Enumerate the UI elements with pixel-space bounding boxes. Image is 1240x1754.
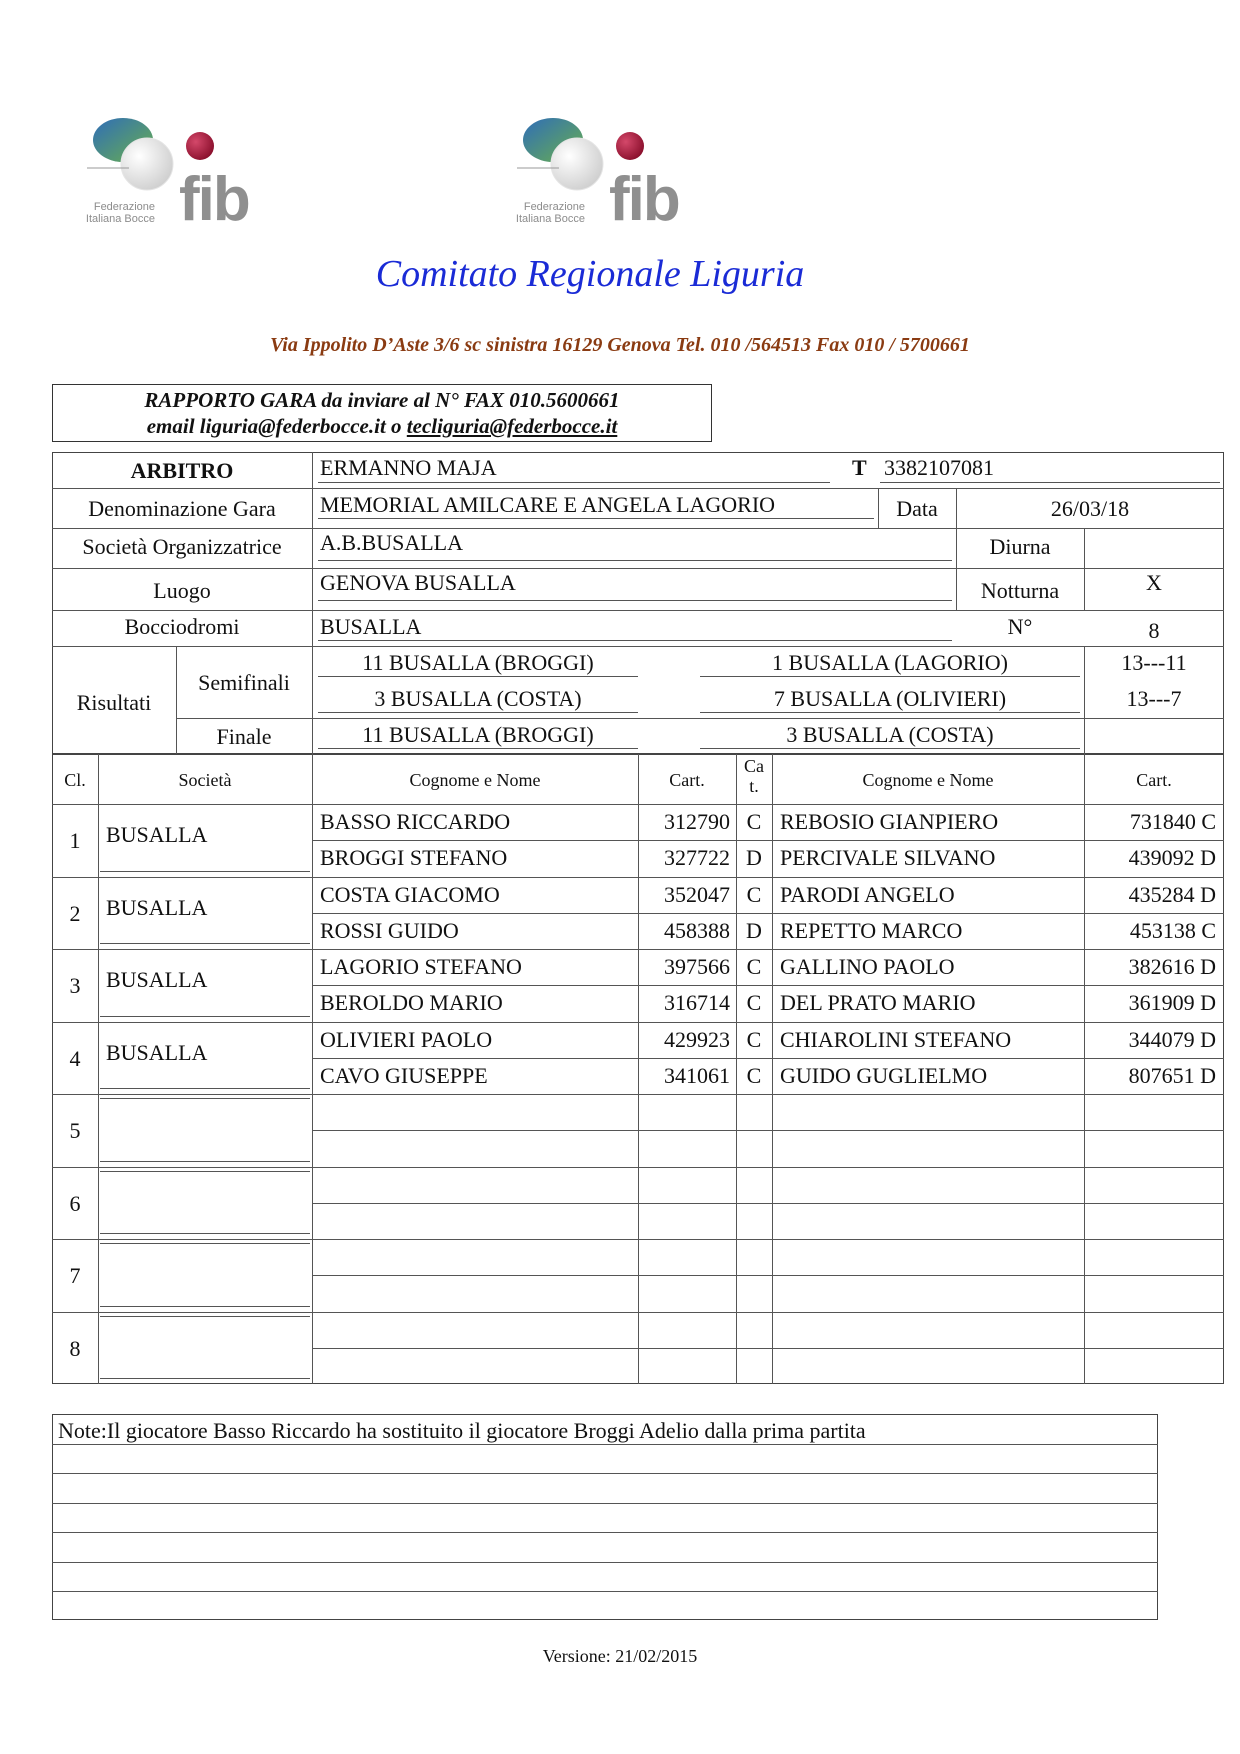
col-header-cl: Cl.: [64, 770, 86, 790]
player-category: D: [746, 845, 762, 871]
logo-federazione-text: Federazione Italiana Bocce: [515, 201, 585, 225]
risultati-label: Risultati: [76, 690, 152, 715]
player1-card: 458388: [664, 917, 730, 943]
player-category: C: [746, 881, 762, 907]
semi1-team1: 11 BUSALLA (BROGGI): [362, 650, 594, 675]
col-header-cart1: Cart.: [669, 770, 705, 790]
player-category: D: [746, 917, 762, 943]
diurna-label: Diurna: [989, 534, 1051, 559]
arbitro-label: ARBITRO: [130, 458, 234, 483]
player-category: C: [746, 990, 762, 1016]
denominazione-label: Denominazione Gara: [88, 496, 276, 521]
col-header-cat: Ca t.: [744, 756, 764, 796]
col-header-nome2: Cognome e Nome: [862, 770, 994, 790]
player1-card: 341061: [664, 1062, 730, 1088]
player2-card: 453138 C: [1129, 917, 1216, 943]
player2-card: 731840 C: [1129, 809, 1216, 834]
player2-name: REBOSIO GIANPIERO: [780, 809, 999, 834]
semi2-team1: 3 BUSALLA (COSTA): [374, 686, 582, 711]
col-header-nome1: Cognome e Nome: [409, 770, 541, 790]
notturna-value: X: [1146, 570, 1162, 595]
data-label: Data: [896, 496, 938, 521]
email-prefix: email liguria@federbocce.it o: [146, 414, 407, 438]
semi1-team2: 1 BUSALLA (LAGORIO): [772, 650, 1008, 675]
row-societa: BUSALLA: [106, 967, 208, 992]
row-societa: BUSALLA: [106, 1039, 208, 1065]
fax-email-box: [52, 384, 712, 442]
denominazione-value: MEMORIAL AMILCARE E ANGELA LAGORIO: [320, 492, 776, 517]
notturna-label: Notturna: [980, 578, 1060, 603]
data-value: 26/03/18: [1050, 496, 1130, 521]
semi2-score: 13---7: [1126, 686, 1182, 711]
luogo-value: GENOVA BUSALLA: [320, 570, 516, 595]
semi2-team2: 7 BUSALLA (OLIVIERI): [773, 686, 1007, 711]
version-footer: Versione: 21/02/2015: [542, 1646, 698, 1666]
player2-card: 344079 D: [1128, 1026, 1216, 1052]
player2-name: CHIAROLINI STEFANO: [780, 1026, 1012, 1052]
finale-label: Finale: [216, 724, 272, 749]
player1-name: LAGORIO STEFANO: [320, 954, 522, 979]
notes-text: Note:Il giocatore Basso Riccardo ha sostituito il giocatore Broggi Adelio dalla prima partita: [58, 1418, 866, 1443]
player1-card: 316714: [664, 990, 730, 1016]
email-link[interactable]: tecliguria@federbocce.it: [406, 414, 618, 438]
player1-card: 312790: [664, 809, 730, 834]
address-line: Via Ippolito D’Aste 3/6 sc sinistra 16129 Genova Tel. 010 /564513 Fax 010 / 5700661: [270, 334, 970, 356]
fib-logo-right: [515, 112, 705, 232]
row-position: 3: [69, 973, 81, 999]
row-societa: BUSALLA: [106, 822, 208, 847]
player1-name: COSTA GIACOMO: [320, 881, 500, 907]
player1-name: BASSO RICCARDO: [320, 809, 511, 834]
player1-card: 429923: [664, 1026, 730, 1052]
societa-label: Società Organizzatrice: [82, 534, 282, 559]
luogo-label: Luogo: [153, 578, 211, 603]
player2-card: 439092 D: [1128, 845, 1216, 871]
player-category: C: [746, 809, 762, 834]
row-position: 5: [69, 1118, 81, 1144]
semifinali-label: Semifinali: [198, 670, 290, 695]
arbitro-value: ERMANNO MAJA: [320, 455, 497, 480]
player1-card: 352047: [664, 881, 730, 907]
finale-team2: 3 BUSALLA (COSTA): [786, 722, 994, 747]
row-position: 6: [69, 1190, 81, 1216]
player2-card: 435284 D: [1128, 881, 1216, 907]
player1-name: BEROLDO MARIO: [320, 990, 503, 1016]
player-category: C: [746, 1062, 762, 1088]
player1-card: 397566: [664, 954, 730, 979]
player2-name: GUIDO GUGLIELMO: [780, 1062, 988, 1088]
logo-federazione-text: Federazione Italiana Bocce: [85, 201, 155, 225]
bocciodromi-label: Bocciodromi: [124, 614, 240, 639]
player2-card: 361909 D: [1128, 990, 1216, 1016]
player1-name: ROSSI GUIDO: [320, 917, 459, 943]
player1-card: 327722: [664, 845, 730, 871]
row-position: 8: [69, 1335, 81, 1361]
finale-team1: 11 BUSALLA (BROGGI): [362, 722, 594, 747]
logo-fib-text: fib: [179, 165, 249, 234]
bocciodromi-value: BUSALLA: [320, 614, 422, 639]
player1-name: OLIVIERI PAOLO: [320, 1026, 493, 1052]
tel-value: 3382107081: [884, 455, 994, 480]
col-header-cart2: Cart.: [1136, 770, 1172, 790]
player1-name: CAVO GIUSEPPE: [320, 1062, 488, 1088]
page-title: Comitato Regionale Liguria: [375, 253, 805, 295]
fax-line: RAPPORTO GARA da inviare al N° FAX 010.5600661: [144, 388, 620, 412]
notes-box: [52, 1414, 1158, 1620]
row-position: 1: [69, 828, 81, 854]
player2-name: DEL PRATO MARIO: [780, 990, 976, 1016]
player2-name: GALLINO PAOLO: [780, 954, 955, 979]
email-line: [53, 413, 711, 439]
row-position: 7: [69, 1263, 81, 1289]
player2-name: REPETTO MARCO: [780, 917, 963, 943]
tel-label: T: [852, 455, 867, 480]
player2-card: 382616 D: [1128, 954, 1216, 979]
row-position: 2: [69, 900, 81, 926]
player1-name: BROGGI STEFANO: [320, 845, 508, 871]
fib-logo-left: [85, 112, 275, 232]
player2-name: PARODI ANGELO: [780, 881, 955, 907]
player2-card: 807651 D: [1128, 1062, 1216, 1088]
player2-name: PERCIVALE SILVANO: [780, 845, 996, 871]
numero-value: 8: [1148, 618, 1160, 643]
player-category: C: [746, 954, 762, 979]
societa-value: A.B.BUSALLA: [320, 530, 464, 555]
semi1-score: 13---11: [1121, 650, 1187, 675]
row-position: 4: [69, 1045, 81, 1071]
numero-label: N°: [1007, 614, 1033, 639]
col-header-societa: Società: [178, 770, 232, 790]
player-category: C: [746, 1026, 762, 1052]
row-societa: BUSALLA: [106, 894, 208, 920]
logo-fib-text: fib: [609, 165, 679, 234]
